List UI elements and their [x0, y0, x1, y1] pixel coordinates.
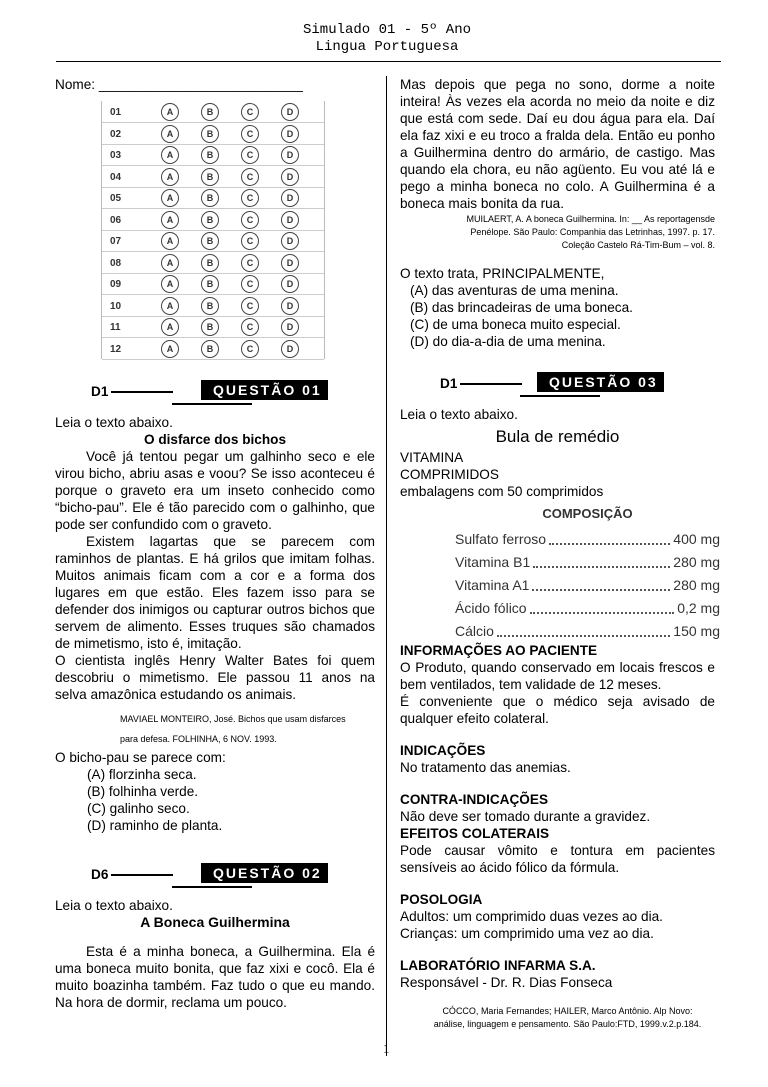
answer-option[interactable]: (B) folhinha verde. [87, 784, 199, 799]
answer-grid-number: 09 [110, 279, 122, 290]
question-03-header [400, 368, 715, 406]
answer-bubble[interactable]: B [201, 318, 219, 336]
answer-bubble[interactable]: B [201, 254, 219, 272]
text-paragraph: Esta é a minha boneca, a Guilhermina. Ela é uma boneca muito bonita, que faz xixi e cocô. Ela é muito boazinha também. Faz tudo o que eu mando. Na hora de dormir, reclama um pouco. [55, 944, 375, 1010]
answer-bubble[interactable]: C [241, 254, 259, 272]
answer-bubble[interactable]: C [241, 125, 259, 143]
question-02 [55, 859, 375, 1011]
answer-grid-number: 06 [110, 214, 122, 226]
answer-grid-number: 03 [110, 150, 122, 161]
answer-option[interactable]: (D) do dia-a-dia de uma menina. [410, 334, 606, 349]
answer-bubble[interactable]: D [281, 125, 299, 143]
section-heading: CONTRA-INDICAÇÕES [400, 792, 549, 807]
read-instruction: Leia o texto abaixo. [55, 415, 173, 430]
section-heading: POSOLOGIA [400, 892, 483, 907]
answer-bubble[interactable]: C [241, 146, 259, 164]
answer-bubble[interactable]: D [281, 211, 299, 229]
answer-bubble[interactable]: A [161, 146, 179, 164]
answer-bubble[interactable]: C [241, 168, 259, 186]
answer-bubble[interactable]: D [281, 146, 299, 164]
answer-grid-number: 02 [110, 128, 122, 140]
answer-bubble[interactable]: C [241, 318, 259, 336]
text-paragraph: Existem lagartas que se parecem com raminhos de plantas. E há grilos que imitam folhas. Muitos animais ficam com a cor e a forma dos lugares em que estão. Eles fazem isso para se defender dos inimigos ou capturar outros bichos que servem de alimento. Esses truques são chamados de mimetismo, isto é, imitação. [55, 534, 375, 651]
question-01-header [55, 376, 375, 414]
composition-row: Ácido fólico 0,2 mg [455, 597, 720, 620]
answer-bubble[interactable]: B [201, 168, 219, 186]
nome-field[interactable] [55, 76, 375, 93]
answer-option[interactable]: (A) das aventuras de uma menina. [410, 283, 619, 298]
header-subject: Lingua Portuguesa [315, 39, 459, 55]
question-badge: QUESTÃO 01 [201, 380, 328, 400]
answer-grid-number: 04 [110, 171, 122, 183]
answer-bubble[interactable]: B [201, 189, 219, 207]
composition-row: Vitamina A1 280 mg [455, 574, 720, 597]
composition-table [455, 505, 720, 643]
section-text: É conveniente que o médico seja avisado de qualquer efeito colateral. [400, 694, 715, 726]
question-prompt: O bicho-pau se parece com: [55, 750, 226, 765]
bula-line: COMPRIMIDOS [400, 467, 499, 482]
answer-bubble[interactable]: D [281, 168, 299, 186]
composition-row: Cálcio 150 mg [455, 620, 720, 643]
answer-option[interactable]: (B) das brincadeiras de uma boneca. [410, 300, 633, 315]
column-divider [386, 76, 387, 1056]
header-underline [172, 886, 252, 888]
answer-grid-number: 10 [110, 300, 122, 312]
bula-line: VITAMINA [400, 450, 464, 465]
section-text: O Produto, quando conservado em locais frescos e bem ventilados, tem validade de 12 meses. [400, 660, 715, 692]
header-underline [172, 403, 252, 405]
section-text: Crianças: um comprimido uma vez ao dia. [400, 926, 654, 941]
answer-grid-number: 07 [110, 236, 122, 247]
section-text: Responsável - Dr. R. Dias Fonseca [400, 975, 613, 990]
answer-bubble[interactable]: C [241, 297, 259, 315]
answer-grid-row [102, 187, 324, 209]
read-instruction: Leia o texto abaixo. [55, 898, 173, 913]
answer-bubble[interactable]: A [161, 232, 179, 250]
nome-label: Nome: ___________________________ [55, 77, 303, 92]
answer-bubble[interactable]: B [201, 146, 219, 164]
answer-grid-row [102, 338, 324, 360]
answer-bubble[interactable]: A [161, 103, 179, 121]
answer-bubble[interactable]: C [241, 103, 259, 121]
answer-bubble[interactable]: A [161, 318, 179, 336]
answer-option[interactable]: (C) de uma boneca muito especial. [410, 317, 621, 332]
answer-bubble[interactable]: D [281, 103, 299, 121]
answer-grid-number: 05 [110, 193, 122, 204]
header-title: Simulado 01 - 5º Ano [302, 22, 472, 38]
answer-bubble[interactable]: B [201, 103, 219, 121]
header-underline [520, 395, 600, 397]
answer-grid [101, 101, 325, 359]
question-02-header [55, 859, 375, 897]
answer-bubble[interactable]: B [201, 340, 219, 358]
answer-option[interactable]: (D) raminho de planta. [87, 818, 223, 833]
page-number: 1 [383, 1041, 390, 1056]
answer-grid-row [102, 166, 324, 188]
text-paragraph: Mas depois que pega no sono, dorme a noite inteira! Às vezes ela acorda no meio da noite e diz que está com sede. Daí eu dou água para ela. Daí ela faz xixi e eu troco a fralda dela. Então eu ponho a Guilhermina dentro do armário, de castigo. Mas quando ela chora, eu não agüento. Eu vou até lá e pego a minha boneca no colo. A Guilhermina é a boneca mais bonita da rua. [400, 77, 715, 211]
answer-bubble[interactable]: A [161, 211, 179, 229]
text-title: O disfarce dos bichos [143, 432, 287, 447]
text-source: CÓCCO, Maria Fernandes; HAILER, Marco Antônio. Alp Novo: análise, linguagem e pensamento. São Paulo:FTD, 1999.v.2.p.184. [433, 1006, 702, 1029]
question-01 [55, 376, 375, 834]
text-title: A Boneca Guilhermina [140, 914, 290, 930]
answer-bubble[interactable]: C [241, 340, 259, 358]
answer-bubble[interactable]: C [241, 232, 259, 250]
answer-grid-number: 12 [110, 343, 122, 355]
answer-bubble[interactable]: B [201, 275, 219, 293]
text-source: MAVIAEL MONTEIRO, José. Bichos que usam disfarces para defesa. FOLHINHA, 6 NOV. 1993. [120, 714, 346, 744]
composition-row: Sulfato ferroso 400 mg [455, 528, 720, 551]
bula-body [400, 642, 715, 1031]
answer-option[interactable]: (A) florzinha seca. [87, 767, 197, 782]
answer-grid-row [102, 209, 324, 231]
descriptor-code: D1 [91, 383, 173, 400]
question-badge: QUESTÃO 02 [201, 863, 328, 883]
text-title: Bula de remédio [495, 427, 620, 446]
answer-bubble[interactable]: B [201, 232, 219, 250]
answer-bubble[interactable]: D [281, 254, 299, 272]
answer-grid-number: 08 [110, 257, 122, 269]
section-text: No tratamento das anemias. [400, 760, 571, 775]
section-heading: INFORMAÇÕES AO PACIENTE [400, 643, 598, 658]
answer-grid-row [102, 316, 324, 338]
question-03 [400, 368, 715, 500]
answer-bubble[interactable]: D [281, 189, 299, 207]
answer-grid-row [102, 101, 324, 123]
descriptor-code: D6 [91, 866, 173, 883]
answer-bubble[interactable]: D [281, 275, 299, 293]
answer-bubble[interactable]: A [161, 168, 179, 186]
section-text: Adultos: um comprimido duas vezes ao dia. [400, 909, 663, 924]
answer-bubble[interactable]: D [281, 318, 299, 336]
answer-bubble[interactable]: A [161, 340, 179, 358]
question-02-continued [400, 76, 715, 350]
answer-bubble[interactable]: A [161, 189, 179, 207]
answer-bubble[interactable]: A [161, 125, 179, 143]
answer-grid-row [102, 252, 324, 274]
answer-bubble[interactable]: A [161, 254, 179, 272]
section-heading: INDICAÇÕES [400, 743, 486, 758]
composition-row: Vitamina B1 280 mg [455, 551, 720, 574]
bula-line: embalagens com 50 comprimidos [400, 484, 604, 499]
answer-bubble[interactable]: C [241, 189, 259, 207]
answer-grid-number: 11 [110, 322, 121, 333]
section-heading: EFEITOS COLATERAIS [400, 826, 550, 841]
answer-grid-row [102, 273, 324, 295]
composition-title: COMPOSIÇÃO [542, 506, 633, 521]
answer-bubble[interactable]: A [161, 275, 179, 293]
question-prompt: O texto trata, PRINCIPALMENTE, [400, 266, 605, 281]
answer-bubble[interactable]: B [201, 125, 219, 143]
answer-bubble[interactable]: D [281, 340, 299, 358]
answer-bubble[interactable]: A [161, 297, 179, 315]
answer-grid-row [102, 230, 324, 252]
answer-grid-row [102, 144, 324, 166]
answer-bubble[interactable]: D [281, 232, 299, 250]
answer-option[interactable]: (C) galinho seco. [87, 801, 190, 816]
answer-bubble[interactable]: C [241, 211, 259, 229]
answer-bubble[interactable]: D [281, 297, 299, 315]
descriptor-code: D1 [440, 375, 522, 392]
section-text: Não deve ser tomado durante a gravidez. [400, 809, 651, 824]
text-paragraph: O cientista inglês Henry Walter Bates foi quem descobriu o mimetismo. Ele passou 11 anos na selva amazônica estudando os animais. [55, 653, 375, 702]
section-text: Pode causar vômito e tontura em pacientes sensíveis ao ácido fólico da fórmula. [400, 843, 715, 875]
text-paragraph: Você já tentou pegar um galhinho seco e ele virou bicho, abriu asas e voou? Se isso aconteceu é porque o graveto era um inseto conhecido como “bicho-pau”. Ele é tão parecido com o galhinho, que pode ser confundido com o graveto. [55, 449, 375, 532]
answer-grid-row [102, 123, 324, 145]
read-instruction: Leia o texto abaixo. [400, 407, 518, 422]
question-badge: QUESTÃO 03 [537, 372, 664, 392]
section-heading: LABORATÓRIO INFARMA S.A. [400, 958, 596, 973]
page-header [0, 22, 768, 56]
answer-bubble[interactable]: C [241, 275, 259, 293]
text-source: MUILAERT, A. A boneca Guilhermina. In: __ As reportagensde Penélope. São Paulo: Companhia das Letrinhas, 1997. p. 17. Coleção Castelo Rá-Tim-Bum – vol. 8. [466, 214, 715, 250]
answer-grid-row [102, 295, 324, 317]
answer-bubble[interactable]: B [201, 297, 219, 315]
answer-grid-number: 01 [110, 107, 122, 118]
answer-bubble[interactable]: B [201, 211, 219, 229]
header-rule [56, 61, 721, 62]
